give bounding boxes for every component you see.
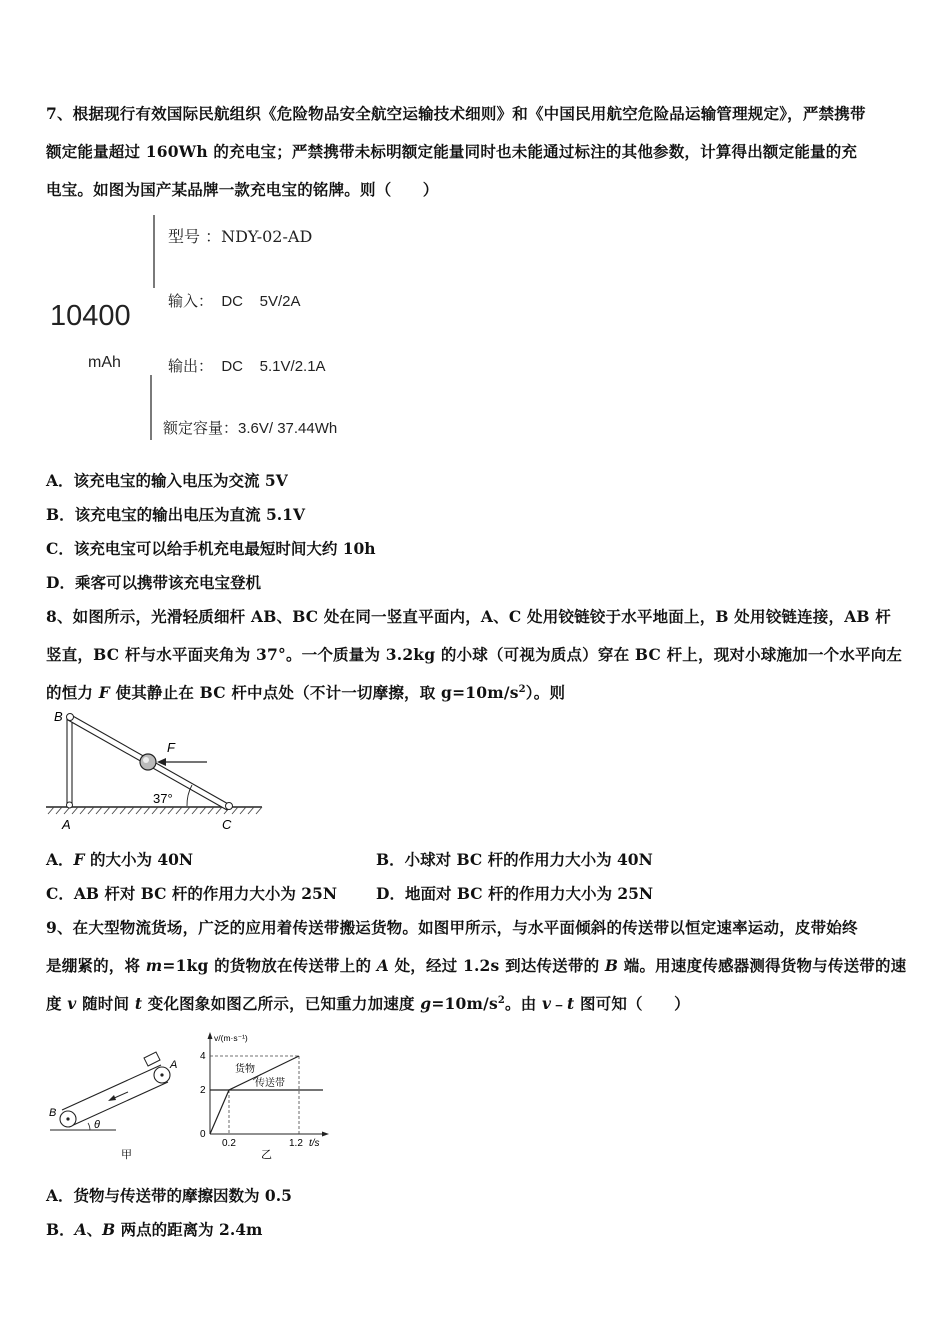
q8-rod-figure <box>40 705 280 835</box>
x-tick-0-2: 0.2 <box>222 1138 236 1149</box>
q9-stem-line-2: 是绷紧的，将 m=1kg 的货物放在传送带上的 A 处，经过 1.2s 到达传送带的 B 端。用速度传感器测得货物与传送带的速 <box>46 956 907 975</box>
nameplate-capacity-unit: mAh <box>88 354 121 371</box>
q9-stem-line-3: 度 v 随时间 t 变化图象如图乙所示，已知重力加速度 $g=10m/s^2$。由 v﹣t 图可知（ ） <box>46 994 690 1013</box>
label-a: A <box>62 817 71 832</box>
label-b: B <box>54 709 63 724</box>
hinge-c <box>226 803 233 810</box>
q8-option-d: D．地面对 BC 杆的作用力大小为 25N <box>376 884 654 903</box>
nameplate-output: 输出： DC 5.1V/2.1A <box>168 358 326 375</box>
y-tick-2: 2 <box>200 1085 206 1096</box>
label-f: F <box>167 740 175 755</box>
nameplate-rated-capacity: 额定容量：3.6V/ 37.44Wh <box>163 420 338 437</box>
q7-option-c: C．该充电宝可以给手机充电最短时间大约 10h <box>46 539 376 558</box>
belt-bottom <box>69 1082 168 1127</box>
q8-stem-line-2: 竖直，BC 杆与水平面夹角为 37°。一个质量为 3.2kg 的小球（可视为质点）穿在 BC 杆上，现对小球施加一个水平向左 <box>46 645 903 664</box>
q9-stem-line-1: 9、在大型物流货场，广泛的应用着传送带搬运货物。如图甲所示，与水平面倾斜的传送带以恒定速率运动，皮带始终 <box>46 918 858 937</box>
y-tick-4: 4 <box>200 1051 206 1062</box>
hinge-b <box>67 714 74 721</box>
q8-stem-line-3: 的恒力 F 使其静止在 BC 杆中点处（不计一切摩擦，取 $g=10m/s^2$）。则 <box>46 683 566 702</box>
label-b: B <box>49 1107 57 1119</box>
caption-yi: 乙 <box>261 1149 272 1161</box>
q8-stem-line-1: 8、如图所示，光滑轻质细杆 AB、BC 处在同一竖直平面内，A、C 处用铰链铰于水平地面上，B 处用铰链连接，AB 杆 <box>46 607 892 626</box>
q9-option-a: A．货物与传送带的摩擦因数为 0.5 <box>46 1186 292 1205</box>
x-tick-1-2: 1.2 <box>289 1138 303 1149</box>
y-tick-0: 0 <box>200 1129 206 1140</box>
q7-option-a: A．该充电宝的输入电压为交流 5V <box>46 471 288 490</box>
nameplate-capacity: 10400 <box>50 300 131 332</box>
rod-ab <box>67 717 72 805</box>
q9-vt-graph <box>195 1030 335 1165</box>
label-c: C <box>222 817 232 832</box>
belt-top <box>62 1065 161 1110</box>
label-angle: 37° <box>153 791 173 806</box>
nameplate-model: 型号 ：NDY-02-AD <box>168 227 313 246</box>
label-cargo: 货物 <box>235 1064 255 1075</box>
caption-jia: 甲 <box>121 1149 132 1161</box>
label-theta: θ <box>94 1119 100 1131</box>
q8-option-b: B．小球对 BC 杆的作用力大小为 40N <box>376 850 653 869</box>
label-belt: 传送带 <box>255 1078 285 1089</box>
y-axis-label: v/(m·s⁻¹) <box>214 1033 248 1043</box>
hinge-a <box>67 802 73 808</box>
label-a: A <box>170 1059 178 1071</box>
q9-option-b: B．A、B 两点的距离为 2.4m <box>46 1220 263 1239</box>
cargo-box <box>144 1052 160 1066</box>
q9-conveyor-figure <box>44 1050 194 1165</box>
q7-stem-line-1: 7、根据现行有效国际民航组织《危险物品安全航空运输技术细则》和《中国民用航空危险品运输管理规定》，严禁携带 <box>46 104 866 123</box>
q8-option-a: A．F 的大小为 40N <box>46 850 194 869</box>
nameplate-input: 输入： DC 5V/2A <box>168 293 301 310</box>
q7-option-b: B．该充电宝的输出电压为直流 5.1V <box>46 505 305 524</box>
q8-option-c: C．AB 杆对 BC 杆的作用力大小为 25N <box>46 884 338 903</box>
q7-stem-line-2: 额定能量超过 160Wh 的充电宝；严禁携带未标明额定能量同时也未能通过标注的其他参数，计算得出额定能量的充 <box>46 142 858 161</box>
q7-stem-line-3: 电宝。如图为国产某品牌一款充电宝的铭牌。则（ ） <box>46 180 439 199</box>
x-axis-label: t/s <box>309 1138 320 1149</box>
q7-option-d: D．乘客可以携带该充电宝登机 <box>46 573 261 592</box>
